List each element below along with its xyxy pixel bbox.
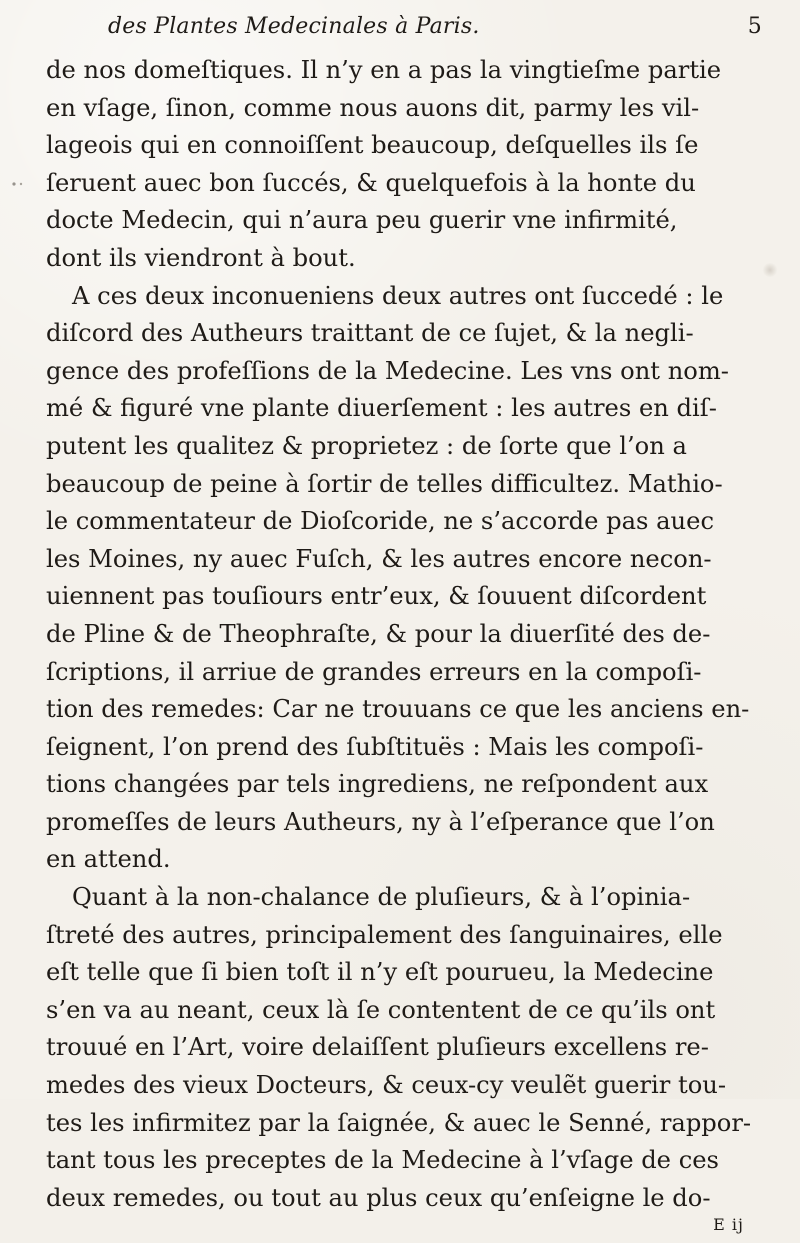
text-line: tion des remedes: Car ne trouuans ce que les anciens en- bbox=[46, 695, 750, 724]
paper-spot bbox=[762, 263, 778, 277]
text-line: putent les qualitez & proprietez : de ſorte que l’on a bbox=[46, 431, 687, 460]
text-line: promeſſes de leurs Autheurs, ny à l’eſperance que l’on bbox=[46, 807, 715, 836]
running-title: des Plantes Medecinales à Paris. bbox=[108, 14, 480, 39]
text-line: uiennent pas touſiours entr’eux, & ſouuent diſcordent bbox=[46, 582, 707, 611]
text-line: dont ils viendront à bout. bbox=[46, 243, 356, 272]
catchword-row bbox=[46, 1217, 772, 1243]
text-line: deux remedes, ou tout au plus ceux qu’enſeigne le do- bbox=[46, 1183, 711, 1212]
text-line: ſcriptions, il arriue de grandes erreurs en la compoſi- bbox=[46, 657, 702, 686]
text-line: beaucoup de peine à ſortir de telles difficultez. Mathio- bbox=[46, 469, 723, 498]
catchword: E ij bbox=[713, 1215, 744, 1235]
page-number: 5 bbox=[747, 14, 762, 39]
text-line: docte Medecin, qui n’aura peu guerir vne infirmité, bbox=[46, 206, 678, 235]
running-head bbox=[46, 10, 772, 44]
margin-dot-icon bbox=[10, 176, 28, 192]
text-line: medes des vieux Docteurs, & ceux-cy veulẽt guerir tou- bbox=[46, 1071, 727, 1100]
text-line: A ces deux inconueniens deux autres ont ſuccedé : le bbox=[72, 281, 724, 310]
text-line: diſcord des Autheurs traittant de ce ſujet, & la negli- bbox=[46, 319, 694, 348]
text-line: ſtreté des autres, principalement des ſanguinaires, elle bbox=[46, 920, 723, 949]
text-line: de nos domeſtiques. Il n’y en a pas la vingtieſme partie bbox=[46, 56, 722, 84]
text-line: tions changées par tels ingrediens, ne reſpondent aux bbox=[46, 770, 709, 799]
text-line: mé & figuré vne plante diuerſement : les autres en diſ- bbox=[46, 394, 717, 423]
text-line: gence des profeſſions de la Medecine. Les vns ont nom- bbox=[46, 356, 729, 385]
text-line: tant tous les preceptes de la Medecine à l’vſage de ces bbox=[46, 1146, 719, 1175]
text-line: en attend. bbox=[46, 845, 171, 874]
text-line: s’en va au neant, ceux là ſe contentent de ce qu’ils ont bbox=[46, 995, 716, 1024]
text-line: en vſage, ſinon, comme nous auons dit, parmy les vil- bbox=[46, 93, 700, 122]
text-line: Quant à la non-chalance de pluſieurs, & à l’opinia- bbox=[72, 883, 691, 912]
text-line: trouué en l’Art, voire delaiſſent pluſieurs excellens re- bbox=[46, 1033, 709, 1062]
text-line: ſeignent, l’on prend des ſubſtituës : Mais les compoſi- bbox=[46, 732, 704, 761]
text-line: tes les infirmitez par la ſaignée, & auec le Senné, rappor- bbox=[46, 1108, 752, 1137]
text-line: de Pline & de Theophraſte, & pour la diuerſité des de- bbox=[46, 619, 711, 648]
main-text bbox=[46, 52, 771, 1217]
text-line: le commentateur de Dioſcoride, ne s’accorde pas auec bbox=[46, 507, 714, 536]
text-line: eſt telle que ſi bien toſt il n’y eſt pourueu, la Medecine bbox=[46, 958, 714, 987]
text-line: ſeruent auec bon ſuccés, & quelquefois à la honte du bbox=[46, 168, 696, 197]
text-line: les Moines, ny auec Fuſch, & les autres encore necon- bbox=[46, 544, 712, 573]
text-line: lageois qui en connoiſſent beaucoup, deſquelles ils ſe bbox=[46, 131, 699, 160]
